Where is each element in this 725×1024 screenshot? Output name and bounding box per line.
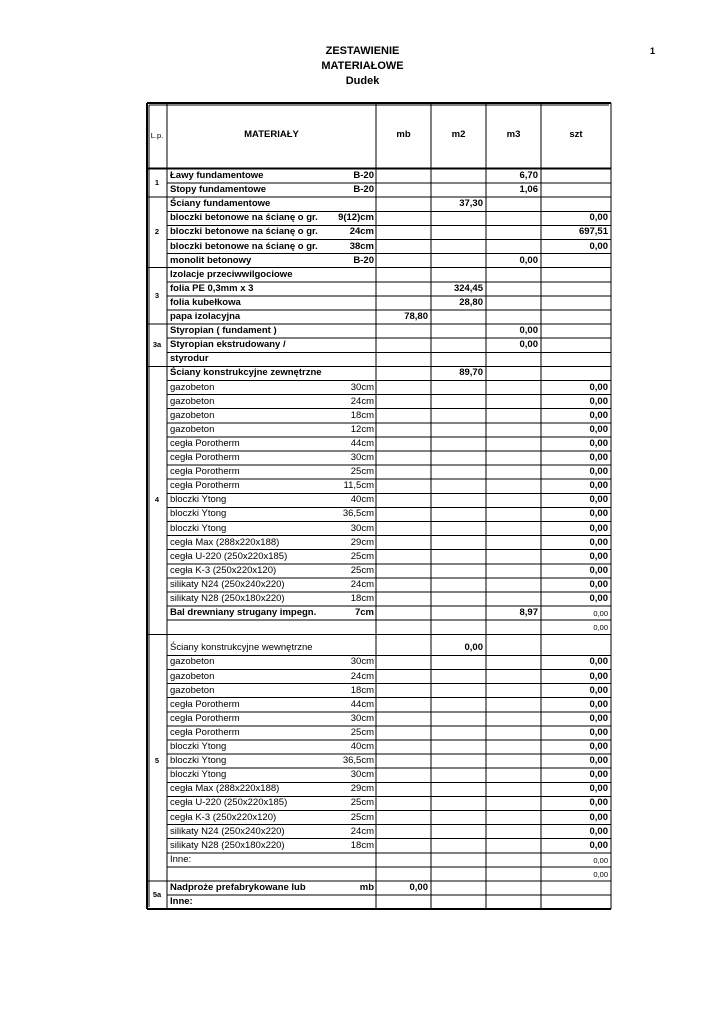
- document-subtitle: Dudek: [345, 75, 380, 87]
- material-name: folia kubełkowa: [170, 296, 241, 308]
- material-name: bloczki Ytong: [170, 769, 227, 781]
- material-name: cegła K-3 (250x220x120): [170, 811, 277, 823]
- material-name: cegła Max (288x220x188): [170, 536, 280, 548]
- material-spec: mb: [359, 882, 374, 893]
- column-header-m2: m2: [451, 129, 466, 140]
- material-name: bloczki Ytong: [170, 508, 227, 520]
- material-spec: 44cm: [350, 437, 374, 449]
- material-name: gazobeton: [170, 381, 215, 393]
- material-spec: 25cm: [350, 797, 374, 809]
- material-spec: 29cm: [350, 536, 374, 548]
- material-name: papa izolacyjna: [170, 311, 241, 322]
- material-spec: 30cm: [350, 769, 374, 781]
- value-szt: 0,00: [589, 437, 608, 449]
- material-name: bloczki Ytong: [170, 755, 227, 767]
- value-szt: 0,00: [589, 593, 608, 604]
- material-name: Nadproże prefabrykowane lub: [170, 882, 306, 893]
- value-m3: 1,06: [519, 184, 538, 196]
- material-name: Ławy fundamentowe: [170, 170, 264, 181]
- value-m2: 28,80: [459, 296, 483, 308]
- material-spec: 30cm: [350, 712, 374, 724]
- material-name: Ściany konstrukcyjne wewnętrzne: [170, 642, 313, 654]
- value-szt: 0,00: [589, 240, 608, 252]
- value-szt: 697,51: [578, 226, 608, 238]
- column-header-lp: L.p.: [150, 131, 164, 140]
- material-spec: 24cm: [350, 825, 374, 837]
- material-name: folia PE 0,3mm x 3: [170, 282, 254, 294]
- value-szt: 0,00: [589, 522, 608, 534]
- material-name: cegła Porotherm: [170, 726, 240, 738]
- material-spec: 25cm: [350, 811, 374, 823]
- value-szt: 0,00: [589, 783, 608, 795]
- material-spec: 38cm: [349, 240, 374, 252]
- material-name: silikaty N28 (250x180x220): [170, 839, 285, 851]
- material-spec: 44cm: [350, 698, 374, 710]
- material-spec: 18cm: [350, 684, 374, 696]
- material-name: bloczki betonowe na ścianę o gr.: [170, 240, 318, 252]
- column-header-mb: mb: [396, 129, 411, 140]
- value-mb: 0,00: [409, 882, 428, 893]
- value-szt: 0,00: [589, 452, 608, 463]
- column-header-szt: szt: [569, 129, 583, 140]
- material-spec: 29cm: [350, 783, 374, 795]
- value-szt: 0,00: [589, 381, 608, 393]
- material-name: Stopy fundamentowe: [170, 184, 267, 196]
- value-szt: 0,00: [589, 712, 608, 724]
- material-spec: 30cm: [350, 381, 374, 393]
- material-name: bloczki Ytong: [170, 522, 227, 534]
- material-name: cegła Porotherm: [170, 437, 240, 449]
- value-szt: 0,00: [589, 656, 608, 668]
- value-szt: 0,00: [589, 466, 608, 478]
- section-number: 2: [154, 227, 160, 237]
- value-szt: 0,00: [589, 670, 608, 682]
- value-m3: 0,00: [519, 339, 538, 351]
- value-szt: 0,00: [589, 494, 608, 506]
- material-name: monolit betonowy: [170, 254, 252, 266]
- material-name: bloczki betonowe na ścianę o gr.: [170, 212, 318, 224]
- value-szt: 0,00: [589, 395, 608, 407]
- material-spec: 9(12)cm: [338, 212, 374, 224]
- material-name: styrodur: [170, 353, 209, 365]
- material-spec: 18cm: [350, 839, 374, 851]
- material-name: cegła Porotherm: [170, 698, 240, 710]
- material-name: gazobeton: [170, 423, 215, 435]
- material-name: bloczki Ytong: [170, 741, 227, 752]
- material-spec: B-20: [353, 170, 374, 181]
- value-mb: 78,80: [404, 311, 428, 322]
- value-szt: 0,00: [589, 825, 608, 837]
- value-szt: 0,00: [589, 564, 608, 576]
- material-spec: 7cm: [354, 607, 374, 619]
- value-szt: 0,00: [589, 409, 608, 421]
- material-name: cegła K-3 (250x220x120): [170, 564, 277, 576]
- material-spec: B-20: [353, 184, 374, 196]
- material-name: cegła U-220 (250x220x185): [170, 550, 288, 562]
- material-spec: B-20: [353, 254, 374, 266]
- material-name: Inne:: [170, 853, 192, 865]
- value-m3: 0,00: [519, 325, 538, 337]
- value-szt: 0,00: [589, 480, 608, 492]
- value-szt: 0,00: [593, 869, 608, 879]
- section-number: 3a: [152, 340, 162, 350]
- value-m3: 6,70: [519, 170, 538, 181]
- material-name: Styropian ekstrudowany /: [170, 339, 286, 351]
- material-spec: 18cm: [350, 409, 374, 421]
- section-number: 1: [154, 178, 160, 188]
- value-szt: 0,00: [593, 623, 608, 633]
- material-spec: 40cm: [350, 494, 374, 506]
- column-header-m3: m3: [506, 129, 521, 140]
- material-name: gazobeton: [170, 409, 215, 421]
- material-name: bloczki betonowe na ścianę o gr.: [170, 226, 318, 238]
- section-number: 4: [154, 495, 160, 505]
- material-spec: 30cm: [350, 452, 374, 463]
- value-szt: 0,00: [589, 212, 608, 224]
- material-spec: 12cm: [350, 423, 374, 435]
- material-spec: 18cm: [350, 593, 374, 604]
- material-name: cegła Porotherm: [170, 466, 240, 478]
- value-m2: 324,45: [453, 282, 483, 294]
- page-number: 1: [650, 46, 656, 56]
- material-name: Ściany fundamentowe: [170, 198, 271, 210]
- value-szt: 0,00: [589, 726, 608, 738]
- value-szt: 0,00: [589, 811, 608, 823]
- section-number: 5a: [152, 890, 162, 900]
- material-name: Bal drewniany strugany impegn.: [170, 607, 317, 619]
- value-m2: 89,70: [459, 367, 483, 379]
- document-title-line-2: MATERIAŁOWE: [321, 60, 404, 72]
- section-number: 5: [154, 756, 160, 766]
- value-m2: 37,30: [459, 198, 483, 210]
- value-szt: 0,00: [593, 855, 608, 865]
- material-name: silikaty N28 (250x180x220): [170, 593, 285, 604]
- material-name: Ściany konstrukcyjne zewnętrzne: [170, 367, 322, 379]
- value-szt: 0,00: [589, 550, 608, 562]
- material-spec: 24cm: [349, 226, 374, 238]
- material-name: gazobeton: [170, 684, 215, 696]
- value-m2: 0,00: [464, 642, 483, 654]
- value-szt: 0,00: [589, 741, 608, 752]
- material-name: Styropian ( fundament ): [170, 325, 277, 337]
- material-spec: 24cm: [350, 670, 374, 682]
- material-spec: 40cm: [350, 741, 374, 752]
- document-title-line-1: ZESTAWIENIE: [325, 45, 400, 57]
- value-szt: 0,00: [589, 536, 608, 548]
- material-name: bloczki Ytong: [170, 494, 227, 506]
- material-name: silikaty N24 (250x240x220): [170, 578, 285, 590]
- material-spec: 25cm: [350, 726, 374, 738]
- value-szt: 0,00: [589, 769, 608, 781]
- material-spec: 30cm: [350, 656, 374, 668]
- material-name: cegła Max (288x220x188): [170, 783, 280, 795]
- material-name: cegła U-220 (250x220x185): [170, 797, 288, 809]
- material-name: Inne:: [170, 896, 193, 908]
- material-spec: 24cm: [350, 578, 374, 590]
- material-spec: 36,5cm: [342, 508, 374, 520]
- column-header-materials: MATERIAŁY: [244, 129, 299, 140]
- value-szt: 0,00: [589, 698, 608, 710]
- material-spec: 36,5cm: [342, 755, 374, 767]
- value-szt: 0,00: [589, 797, 608, 809]
- material-name: silikaty N24 (250x240x220): [170, 825, 285, 837]
- material-name: gazobeton: [170, 395, 215, 407]
- material-spec: 25cm: [350, 466, 374, 478]
- value-szt: 0,00: [589, 578, 608, 590]
- value-m3: 8,97: [519, 607, 538, 619]
- value-szt: 0,00: [589, 508, 608, 520]
- value-szt: 0,00: [589, 755, 608, 767]
- value-szt: 0,00: [593, 609, 608, 619]
- value-m3: 0,00: [519, 254, 538, 266]
- material-spec: 30cm: [350, 522, 374, 534]
- value-szt: 0,00: [589, 839, 608, 851]
- material-spec: 25cm: [350, 550, 374, 562]
- material-name: cegła Porotherm: [170, 452, 240, 463]
- material-spec: 25cm: [350, 564, 374, 576]
- material-name: cegła Porotherm: [170, 712, 240, 724]
- material-name: gazobeton: [170, 670, 215, 682]
- material-spec: 11,5cm: [343, 480, 374, 492]
- value-szt: 0,00: [589, 423, 608, 435]
- material-name: cegła Porotherm: [170, 480, 240, 492]
- material-spec: 24cm: [350, 395, 374, 407]
- material-name: Izolacje przeciwwilgociowe: [170, 268, 293, 280]
- section-number: 3: [154, 290, 160, 300]
- value-szt: 0,00: [589, 684, 608, 696]
- material-name: gazobeton: [170, 656, 215, 668]
